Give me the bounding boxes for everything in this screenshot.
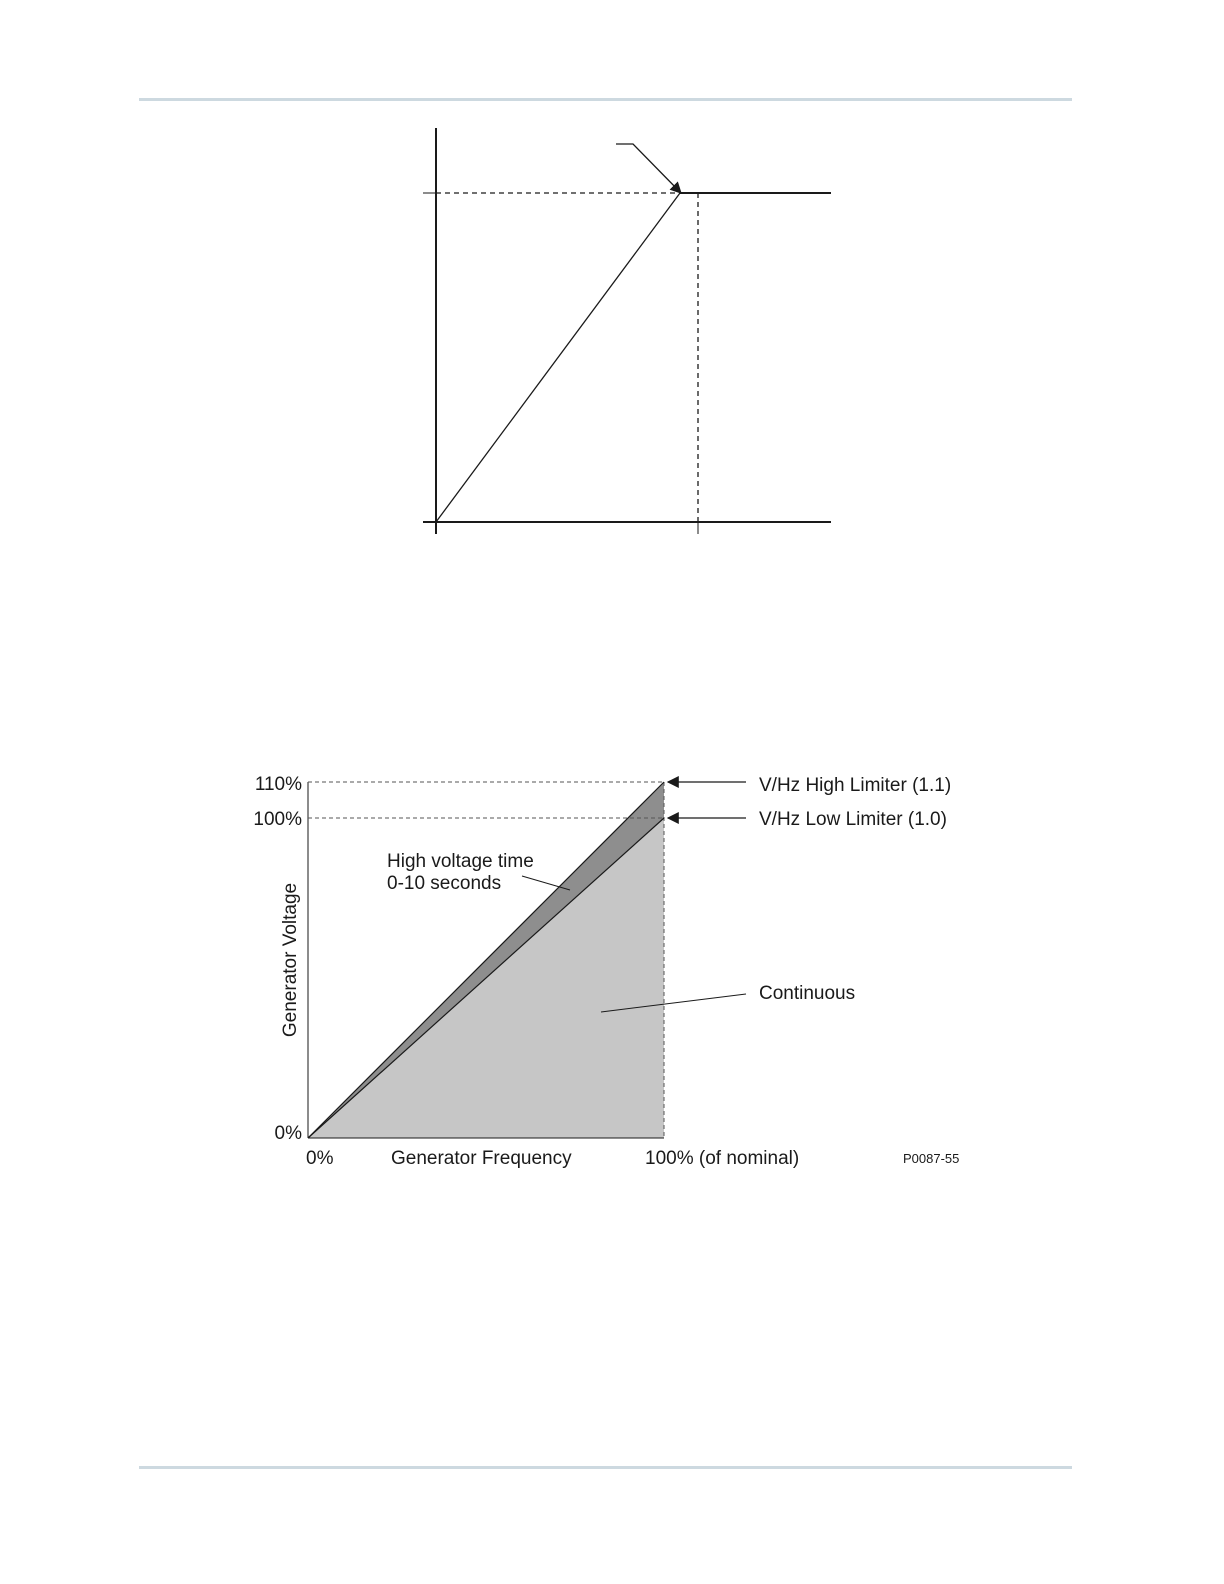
high-voltage-label-line2: 0-10 seconds [387,873,502,894]
continuous-label: Continuous [759,983,856,1004]
y-tick-110: 110% [254,774,302,795]
low-limiter-label: V/Hz Low Limiter (1.0) [759,809,947,830]
x-tick-0: 0% [306,1148,334,1169]
y-tick-100: 100% [253,809,302,830]
y-tick-0: 0% [274,1123,302,1144]
high-voltage-label-line1: High voltage time [387,851,534,872]
x-axis-label: Generator Frequency [391,1148,572,1169]
x-tick-100: 100% (of nominal) [645,1148,800,1169]
high-limiter-label: V/Hz High Limiter (1.1) [759,775,952,796]
figure-code: P0087-55 [903,1151,960,1166]
y-axis-label: Generator Voltage [280,882,301,1038]
